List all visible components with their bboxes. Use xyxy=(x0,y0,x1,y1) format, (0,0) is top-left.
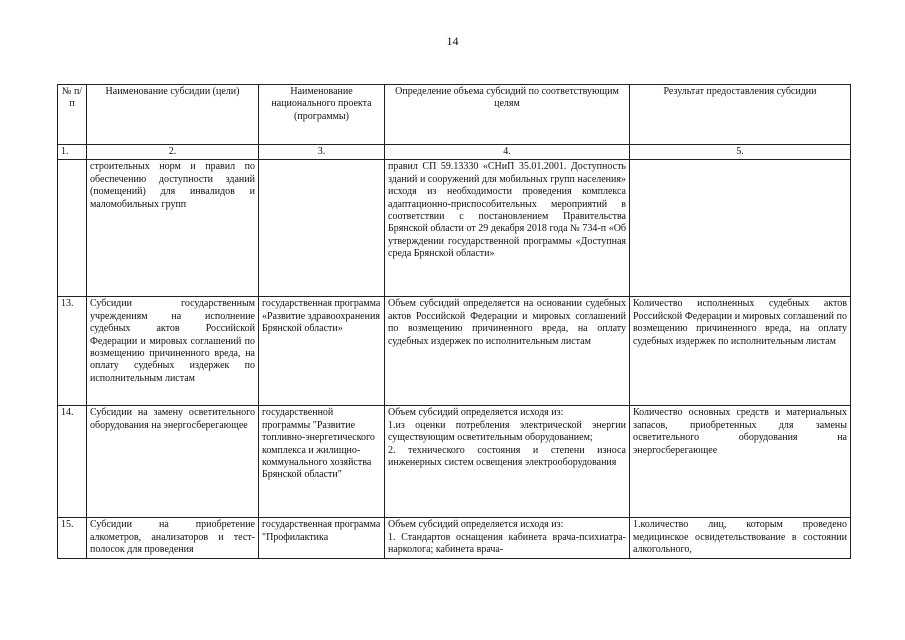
subsidy-result: Количество исполненных судебных актов Российской Федерации и мировых соглашений по возмещению причиненного вреда, на оплату судебных издержек по исполнительным листам xyxy=(630,297,851,406)
project-name: государственная программа «Развитие здравоохранения Брянской области» xyxy=(259,297,385,406)
row-number: 15. xyxy=(58,518,87,558)
header-volume: Определение объема субсидий по соответствующим целям xyxy=(385,85,630,145)
subsidy-result: 1.количество лиц, которым проведено медицинское освидетельствование в состоянии алкогольного, xyxy=(630,518,851,558)
volume-definition xyxy=(385,518,630,558)
volume-line: 2. технического состояния и степени износа инженерных систем освещения электрооборудования xyxy=(388,444,626,469)
column-index: 2. xyxy=(87,145,259,160)
row-number: 14. xyxy=(58,406,87,518)
header-name: Наименование субсидии (цели) xyxy=(87,85,259,145)
project-name: государственная программа "Профилактика xyxy=(259,518,385,558)
volume-line: Объем субсидий определяется исходя из: xyxy=(388,519,564,531)
volume-line: 1.из оценки потребления электрической энергии существующим осветительным оборудованием; xyxy=(388,419,626,444)
header-result: Результат предоставления субсидии xyxy=(630,85,851,145)
volume-definition xyxy=(385,406,630,518)
header-row xyxy=(58,85,851,145)
header-num: № п/п xyxy=(58,85,87,145)
volume-line: 1. Стандартов оснащения кабинета врача-психиатра-нарколога; кабинета врача- xyxy=(388,531,626,556)
subsidy-name: Субсидии государственным учреждениям на исполнение судебных актов Российской Федерации и мировых соглашений по возмещению причиненного вреда, на оплату судебных издержек по исполнительным листам xyxy=(87,297,259,406)
column-index: 4. xyxy=(385,145,630,160)
subsidy-table xyxy=(57,84,851,559)
header-project: Наименование национального проекта (программы) xyxy=(259,85,385,145)
volume-definition: правил СП 59.13330 «СНиП 35.01.2001. Доступность зданий и сооружений для мобильных групп населения» исходя из необходимости проведения комплекса адаптационно-приспособительных мероприятий в соответствии с постановлением Правительства Брянской области от 29 декабря 2018 года № 734-п «Об утверждении государственной программы «Доступная среда Брянской области» xyxy=(385,160,630,297)
page-number: 14 xyxy=(446,34,459,48)
subsidy-name: строительных норм и правил по обеспечению доступности зданий (помещений) для инвалидов и маломобильных групп xyxy=(87,160,259,297)
table-row xyxy=(58,518,851,558)
table-row xyxy=(58,406,851,518)
column-index: 3. xyxy=(259,145,385,160)
subsidy-result xyxy=(630,160,851,297)
table-row xyxy=(58,297,851,406)
volume-definition: Объем субсидий определяется на основании судебных актов Российской Федерации и мировых соглашений по возмещению причиненного вреда, на оплату судебных издержек по исполнительным листам xyxy=(385,297,630,406)
subsidy-name: Субсидии на приобретение алкометров, анализаторов и тест-полосок для проведения xyxy=(87,518,259,558)
column-index: 1. xyxy=(58,145,87,160)
table-row xyxy=(58,160,851,297)
subsidy-result: Количество основных средств и материальных запасов, приобретенных для замены осветительного оборудования на энергосберегающее xyxy=(630,406,851,518)
column-index: 5. xyxy=(630,145,851,160)
column-index-row xyxy=(58,145,851,160)
volume-line: Объем субсидий определяется исходя из: xyxy=(388,407,564,419)
row-number xyxy=(58,160,87,297)
project-name xyxy=(259,160,385,297)
project-name: государственной программы "Развитие топливно-энергетического комплекса и жилищно-коммунального хозяйства Брянской области" xyxy=(259,406,385,518)
subsidy-name: Субсидии на замену осветительного оборудования на энергосберегающее xyxy=(87,406,259,518)
row-number: 13. xyxy=(58,297,87,406)
